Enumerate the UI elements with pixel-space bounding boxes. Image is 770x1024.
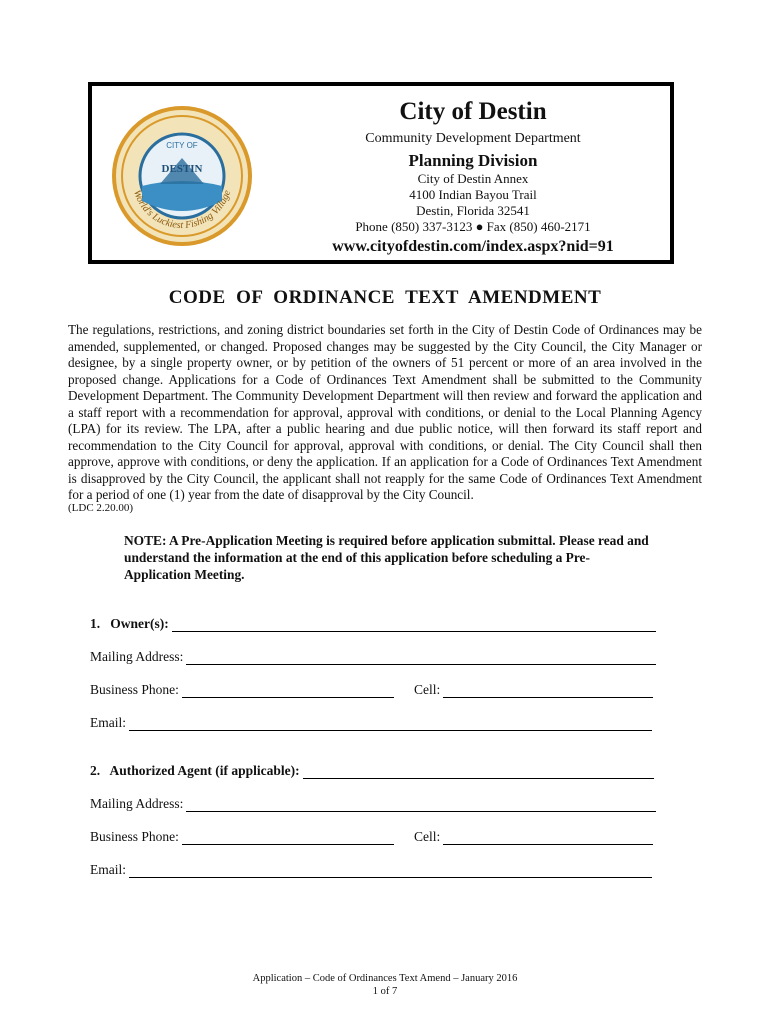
- page-number: 1 of 7: [372, 986, 398, 997]
- address-line-2: 4100 Indian Bayou Trail: [409, 187, 537, 202]
- owner-row: [90, 616, 656, 632]
- owner-mailing-row: [90, 649, 656, 665]
- agent-label: 2. Authorized Agent (if applicable):: [90, 763, 300, 778]
- address-line-3: Destin, Florida 32541: [416, 203, 530, 218]
- agent-input[interactable]: [303, 764, 654, 779]
- owner-email-label: Email:: [90, 715, 126, 730]
- owner-email-input[interactable]: [129, 716, 652, 731]
- owner-cell-label: Cell:: [414, 682, 441, 697]
- agent-business-phone-row: [90, 829, 394, 845]
- owner-label: 1. Owner(s):: [90, 616, 169, 631]
- footer-title: Application – Code of Ordinances Text Amend – January 2016: [252, 973, 518, 984]
- division-name: Planning Division: [408, 151, 538, 170]
- agent-cell-input[interactable]: [443, 830, 653, 845]
- contact-line: Phone (850) 337-3123 ● Fax (850) 460-2171: [355, 219, 591, 234]
- city-seal-logo: [112, 106, 252, 246]
- document-title: CODE OF ORDINANCE TEXT AMENDMENT: [168, 287, 602, 308]
- agent-email-input[interactable]: [129, 863, 652, 878]
- website-link[interactable]: www.cityofdestin.com/index.aspx?nid=91: [332, 238, 614, 255]
- agent-cell-row: [414, 829, 653, 845]
- seal-motto: World's Luckiest Fishing Village: [130, 188, 234, 232]
- city-name: City of Destin: [399, 98, 547, 125]
- seal-top-text: CITY OF: [166, 141, 198, 150]
- letterhead-box: [88, 82, 674, 264]
- page-footer: [0, 972, 770, 998]
- pre-application-note: NOTE: A Pre-Application Meeting is required before application submittal. Please read and understand the information at the end of this application before scheduling a Pre-Application Meeting.: [124, 533, 649, 582]
- agent-business-phone-label: Business Phone:: [90, 829, 179, 844]
- agent-mailing-input[interactable]: [186, 797, 656, 812]
- agent-email-label: Email:: [90, 862, 126, 877]
- owner-mailing-label: Mailing Address:: [90, 649, 184, 664]
- agent-row: [90, 763, 654, 779]
- owner-cell-input[interactable]: [443, 683, 653, 698]
- seal-city-name: DESTIN: [161, 163, 203, 175]
- owner-business-phone-row: [90, 682, 394, 698]
- address-line-1: City of Destin Annex: [417, 171, 529, 186]
- agent-email-row: [90, 862, 652, 878]
- ldc-citation: (LDC 2.20.00): [68, 502, 134, 514]
- agent-mailing-row: [90, 796, 656, 812]
- owner-input[interactable]: [172, 617, 656, 632]
- letterhead-text: [282, 86, 664, 257]
- agent-mailing-label: Mailing Address:: [90, 796, 184, 811]
- owner-business-phone-input[interactable]: [182, 683, 394, 698]
- owner-email-row: [90, 715, 652, 731]
- agent-business-phone-input[interactable]: [182, 830, 394, 845]
- department-name: Community Development Department: [365, 131, 581, 146]
- owner-cell-row: [414, 682, 653, 698]
- owner-business-phone-label: Business Phone:: [90, 682, 179, 697]
- agent-cell-label: Cell:: [414, 829, 441, 844]
- intro-paragraph: The regulations, restrictions, and zoning district boundaries set forth in the City of Destin Code of Ordinances may be amended, supplemented, or changed. Proposed changes may be suggested by the City Council, the City Manager or designee, by a single property owner, or by petition of the owners of 51 percent or more of an area involved in the proposed change. Applications for a Code of Ordinances Text Amendment shall be submitted to the Community Development Department. The Community Development Department will then review and forward the application and a staff report with a recommendation for approval, approval with conditions, or denial to the Local Planning Agency (LPA) for its review. The LPA, after a public hearing and due public notice, will then forward its staff report and recommendation to the City Council for approval, approval with conditions, or denial. The City Council shall then approve, approve with conditions, or deny the application. If an application for a Code of Ordinances Text Amendment is disapproved by the City Council, the applicant shall not reapply for the same Code of Ordinances Text Amendment for a period of one (1) year from the date of disapproval by the City Council.: [68, 322, 702, 502]
- owner-mailing-input[interactable]: [186, 650, 656, 665]
